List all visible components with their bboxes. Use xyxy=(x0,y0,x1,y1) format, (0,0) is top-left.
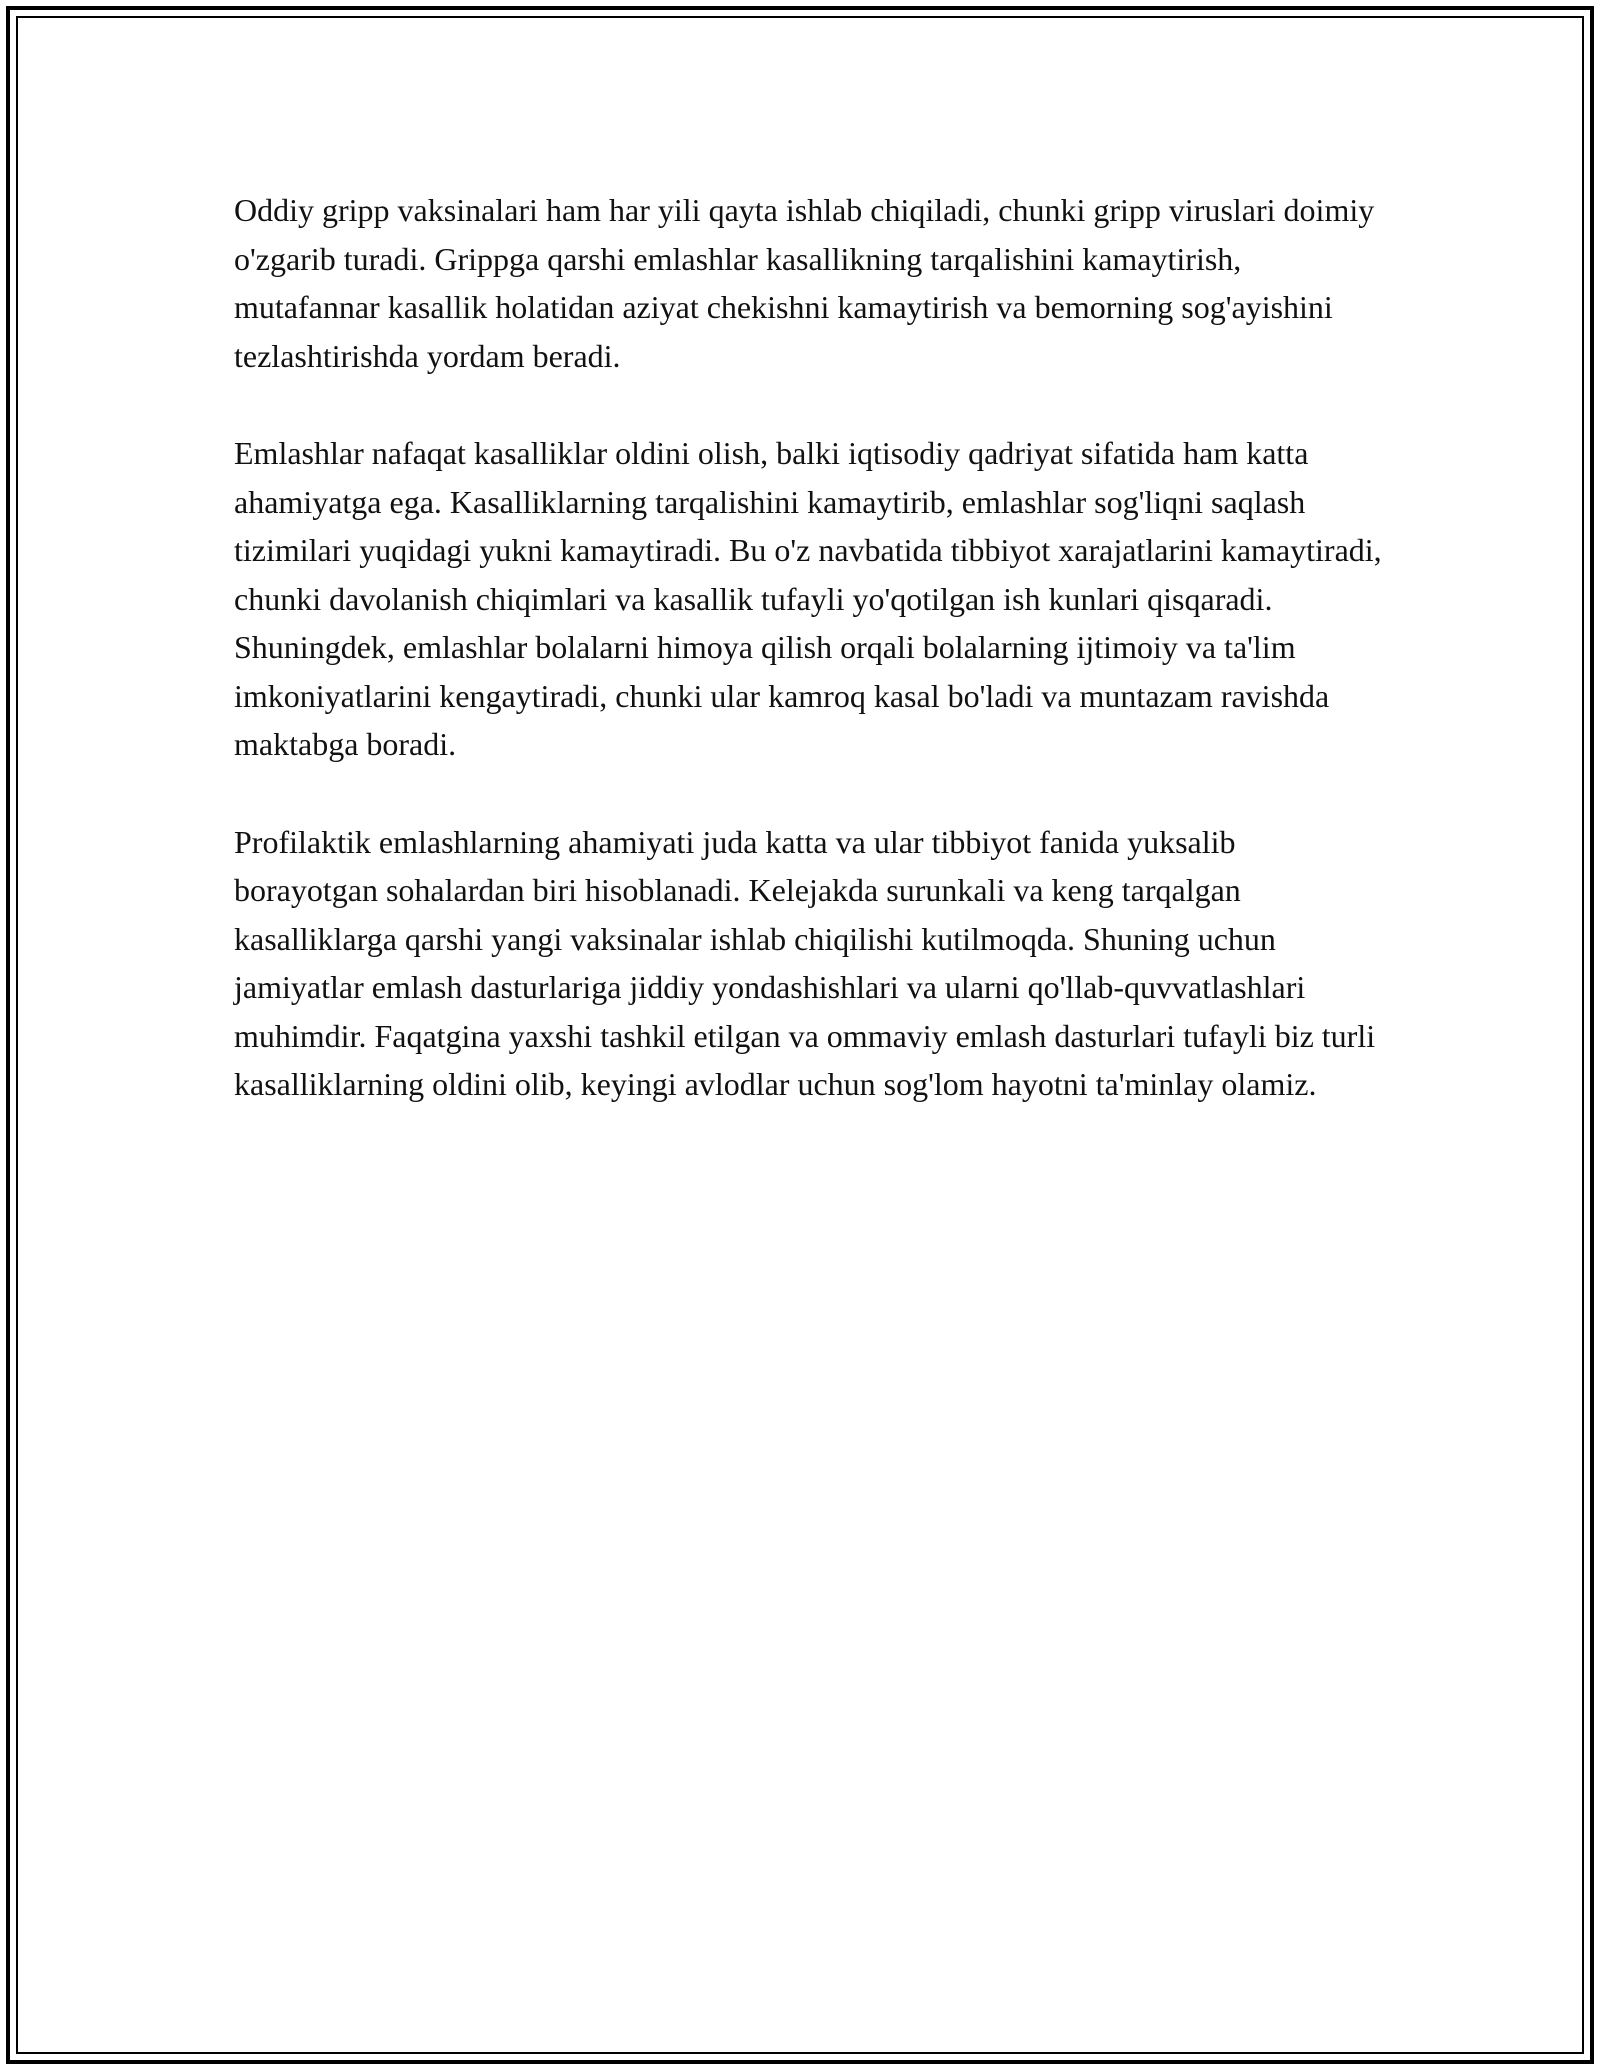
paragraph-3: Profilaktik emlashlarning ahamiyati juda katta va ular tibbiyot fanida yuksalib borayotgan sohalardan biri hisoblanadi. Kelejakda surunkali va keng tarqalgan kasalliklarga qarshi yangi vaksinalar ishlab chiqilishi kutilmoqda. Shuning uchun jamiyatlar emlash dasturlariga jiddiy yondashishlari va ularni qo'llab-quvvatlashlari muhimdir. Faqatgina yaxshi tashkil etilgan va ommaviy emlash dasturlari tufayli biz turli kasalliklarning oldini olib, keyingi avlodlar uchun sog'lom hayotni ta'minlay olamiz. xyxy=(234,823,1376,1102)
paragraph-2: Emlashlar nafaqat kasalliklar oldini olish, balki iqtisodiy qadriyat sifatida ham katta ahamiyatga ega. Kasalliklarning tarqalishini kamaytirib, emlashlar sog'liqni saqlash tizimilari yuqidagi yukni kamaytiradi. Bu o'z navbatida tibbiyot xarajatlarini kamaytiradi, chunki davolanish chiqimlari va kasallik tufayli yo'qotilgan ish kunlari qisqaradi. Shuningdek, emlashlar bolalarni himoya qilish orqali bolalarning ijtimoiy va ta'lim imkoniyatlarini kengaytiradi, chunki ular kamroq kasal bo'ladi va muntazam ravishda maktabga boradi. xyxy=(234,435,1382,762)
document-body xyxy=(234,186,1384,1158)
paragraph-1: Oddiy gripp vaksinalari ham har yili qayta ishlab chiqiladi, chunki gripp viruslari doimiy o'zgarib turadi. Grippga qarshi emlashlar kasallikning tarqalishini kamaytirish, mutafannar kasallik holatidan aziyat chekishni kamaytirish va bemorning sog'ayishini tezlashtirishda yordam beradi. xyxy=(234,192,1375,374)
